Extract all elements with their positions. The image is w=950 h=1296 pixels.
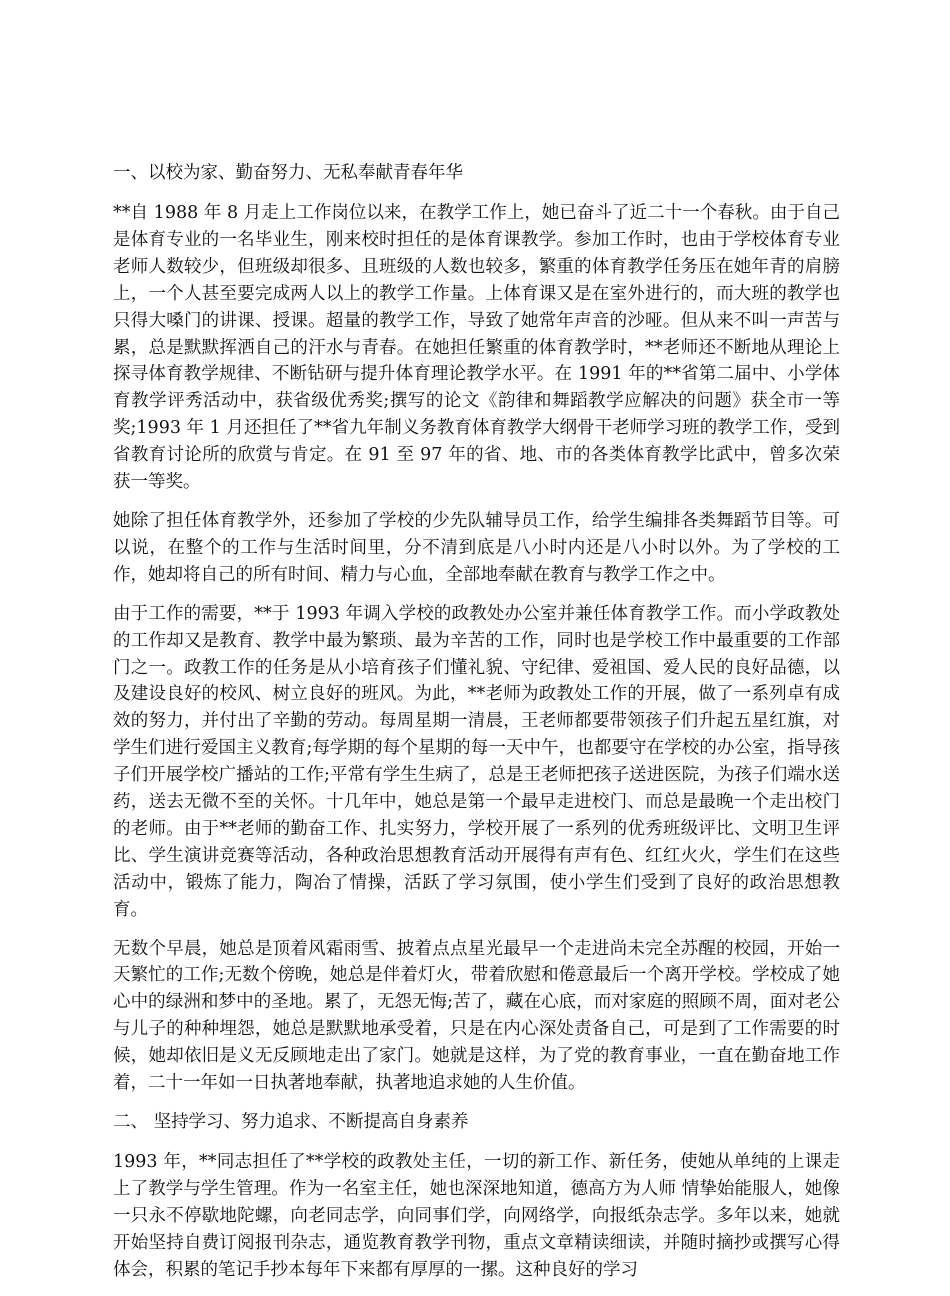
paragraph-1-1: **自 1988 年 8 月走上工作岗位以来，在教学工作上，她已奋斗了近二十一个春秋。由于自己是体育专业的一名毕业生，刚来校时担任的是体育课教学。参加工作时，也由于学校体育专业老师人数较少，但班级却很多、且班级的人数也较多，繁重的体育教学任务压在她年青的肩膀上，一个人甚至要完成两人以上的教学工作量。上体育课又是在室外进行的，而大班的教学也只得大嗓门的讲课、授课。超量的教学工作，导致了她常年声音的沙哑。但从来不叫一声苦与累，总是默默挥洒自己的汗水与青春。在她担任繁重的体育教学时，**老师还不断地从理论上探寻体育教学规律、不断钻研与提升体育理论教学水平。在 1991 年的**省第二届中、小学体育教学评秀活动中，获省级优秀奖;撰写的论文《韵律和舞蹈教学应解决的问题》获全市一等奖;1993 年 1 月还担任了**省九年制义务教育体育教学大纲骨干老师学习班的教学工作，受到省教育讨论所的欣赏与肯定。在 91 至 97 年的省、地、市的各类体育教学比武中，曾多次荣获一等奖。	[113, 203, 840, 493]
section-heading-2: 二、 坚持学习、努力追求、不断提高自身素养	[113, 1112, 469, 1132]
document-body	[113, 160, 840, 1296]
paragraph-1-3: 由于工作的需要，**于 1993 年调入学校的政教处办公室并兼任体育教学工作。而小学政教处的工作却又是教育、教学中最为繁琐、最为辛苦的工作，同时也是学校工作中最重要的工作部门之一。政教工作的任务是从小培育孩子们懂礼貌、守纪律、爱祖国、爱人民的良好品德，以及建设良好的校风、树立良好的班风。为此，**老师为政教处工作的开展，做了一系列卓有成效的努力，并付出了辛勤的劳动。每周星期一清晨，王老师都要带领孩子们升起五星红旗，对学生们进行爱国主义教育;每学期的每个星期的每一天中午，也都要守在学校的办公室，指导孩子们开展学校广播站的工作;平常有学生生病了，总是王老师把孩子送进医院，为孩子们端水送药，送去无微不至的关怀。十几年中，她总是第一个最早走进校门、而总是最晚一个走出校门的老师。由于**老师的勤奋工作、扎实努力，学校开展了一系列的优秀班级评比、文明卫生评比、学生演讲竞赛等活动，各种政治思想教育活动开展得有声有色、红红火火，学生们在这些活动中，锻炼了能力，陶冶了情操，活跃了学习氛围，使小学生们受到了良好的政治思想教育。	[113, 603, 840, 920]
paragraph-1-2: 她除了担任体育教学外，还参加了学校的少先队辅导员工作，给学生编排各类舞蹈节目等。可以说，在整个的工作与生活时间里，分不清到底是八小时内还是八小时以外。为了学校的工作，她却将自己的所有时间、精力与心血，全部地奉献在教育与教学工作之中。	[113, 510, 840, 585]
section-heading-1: 一、以校为家、勤奋努力、无私奉献青春年华	[113, 163, 463, 183]
paragraph-2-1: 1993 年，**同志担任了**学校的政教处主任，一切的新工作、新任务，使她从单纯的上课走上了教学与学生管理。作为一名室主任，她也深深地知道，德高方为人师 情挚始能服人，她像一只永不停歇地陀螺，向老同志学，向同事们学，向网络学，向报纸杂志学。多年以来，她就开始坚持自费订阅报刊杂志，通览教育教学刊物，重点文章精读细读，并随时摘抄或撰写心得体会，积累的笔记手抄本每年下来都有厚厚的一摞。这种良好的学习	[113, 1152, 840, 1280]
paragraph-1-4: 无数个早晨，她总是顶着风霜雨雪、披着点点星光最早一个走进尚未完全苏醒的校园，开始一天繁忙的工作;无数个傍晚，她总是伴着灯火，带着欣慰和倦意最后一个离开学校。学校成了她心中的绿洲和梦中的圣地。累了，无怨无悔;苦了，藏在心底，而对家庭的照顾不周，面对老公与儿子的种种埋怨，她总是默默地承受着，只是在内心深处责备自己，可是到了工作需要的时候，她却依旧是义无反顾地走出了家门。她就是这样，为了党的教育事业，一直在勤奋地工作着，二十一年如一日执著地奉献，执著地追求她的人生价值。	[113, 938, 840, 1094]
